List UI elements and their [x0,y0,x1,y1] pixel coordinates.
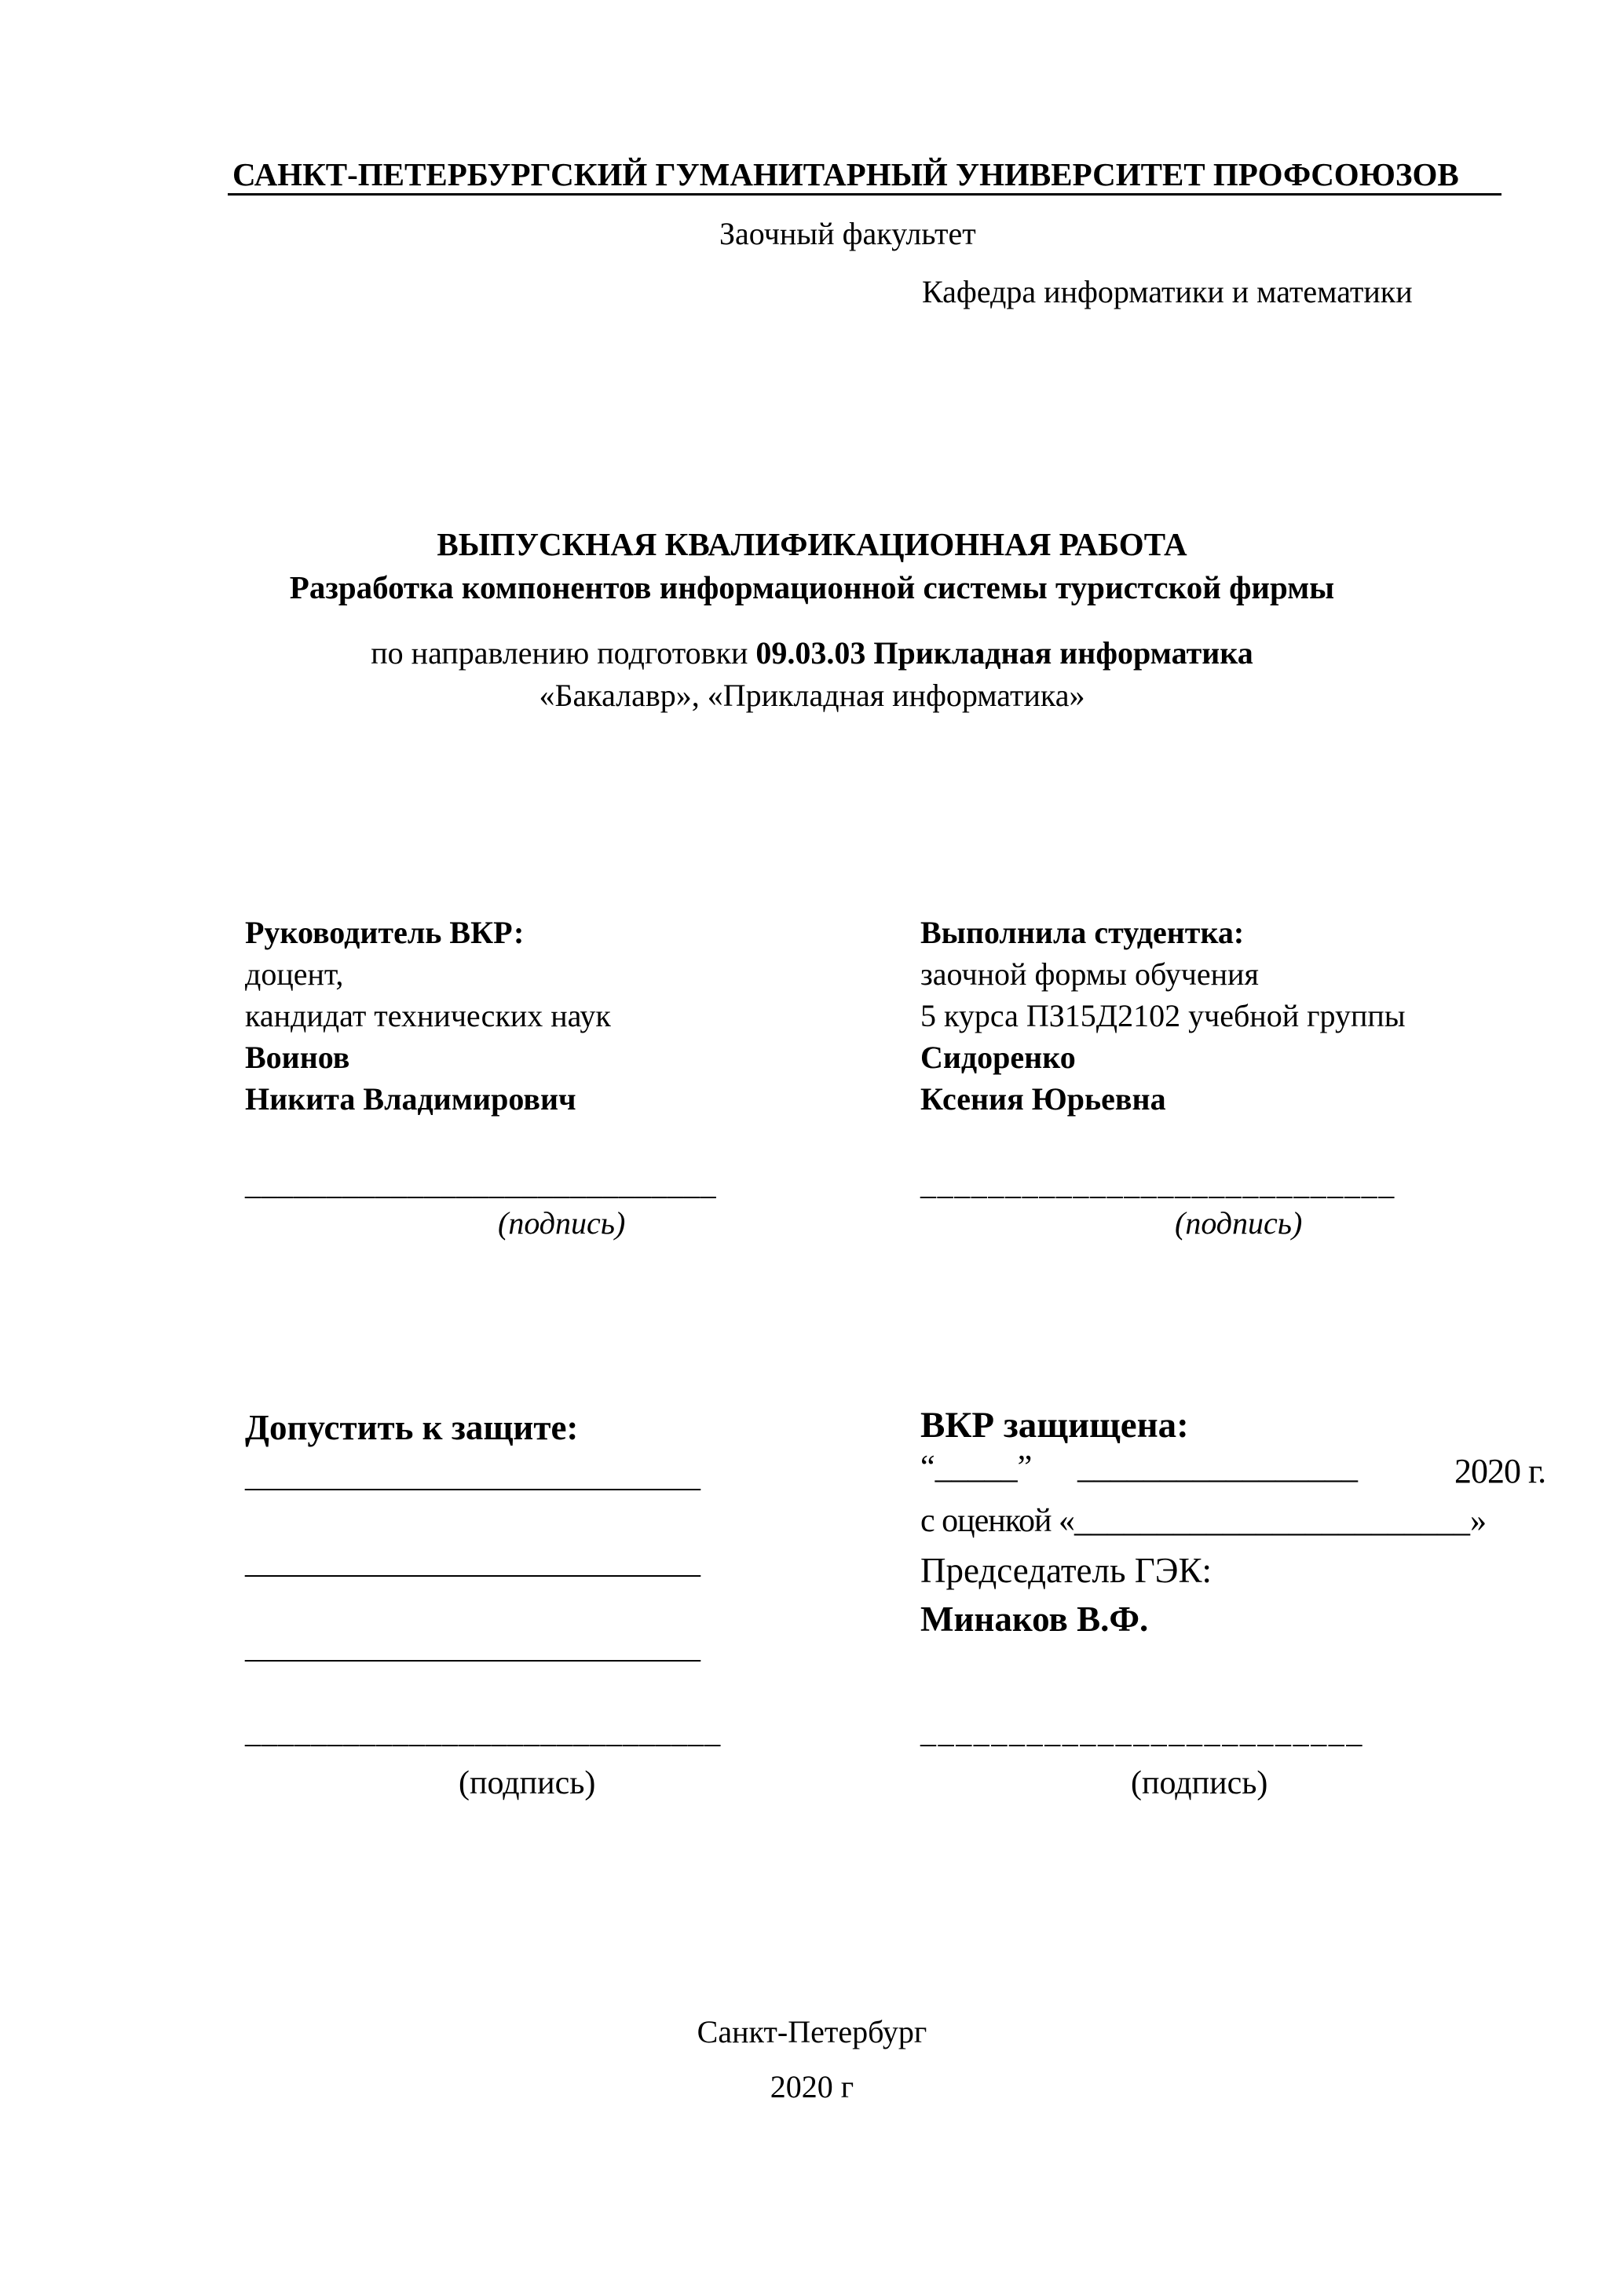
admission-signature-caption: (подпись) [459,1765,596,1801]
student-heading: Выполнила студентка: [920,915,1245,950]
student-group: 5 курса ПЗ15Д2102 учебной группы [920,998,1406,1033]
work-topic: Разработка компонентов информационной системы туристской фирмы [289,569,1335,605]
supervisor-signature-caption: (подпись) [498,1205,626,1241]
admission-line-2: _____________________________ [245,1545,700,1580]
supervisor-surname: Воинов [245,1040,350,1075]
defense-signature-line: _________________________ [920,1714,1364,1749]
defense-date-day: “_____” [920,1450,1033,1486]
defense-grade [920,1504,1486,1537]
supervisor-degree: кандидат технических наук [245,998,611,1033]
student-surname: Сидоренко [920,1040,1076,1075]
defense-date-year: 2020 г. [1454,1452,1546,1490]
admission-heading: Допустить к защите: [245,1408,579,1447]
supervisor-position: доцент, [245,956,344,992]
admission-line-3: _____________________________ [245,1629,700,1665]
defense-heading: ВКР защищена: [920,1405,1189,1446]
student-study-form: заочной формы обучения [920,956,1259,992]
grade-prefix: с оценкой « [920,1503,1074,1539]
supervisor-heading: Руководитель ВКР: [245,915,525,950]
header-rule [228,193,1501,196]
defense-date-month: _________________ [1077,1450,1358,1486]
study-direction [0,635,1624,671]
faculty-name: Заочный факультет [719,216,976,251]
city: Санкт-Петербург [697,2014,927,2049]
grade-suffix: » [1470,1503,1486,1539]
student-name: Ксения Юрьевна [920,1081,1166,1117]
work-type: ВЫПУСКНАЯ КВАЛИФИКАЦИОННАЯ РАБОТА [437,526,1187,562]
student-signature-caption: (подпись) [1175,1205,1303,1241]
university-name: САНКТ-ПЕТЕРБУРГСКИЙ ГУМАНИТАРНЫЙ УНИВЕРСИТЕТ ПРОФСОЮЗОВ [232,156,1459,192]
direction-prefix: по направлению подготовки [371,635,756,671]
admission-line-1: _____________________________ [245,1458,700,1493]
study-profile: «Бакалавр», «Прикладная информатика» [539,678,1085,713]
gek-chair-name: Минаков В.Ф. [920,1600,1149,1639]
defense-signature-caption: (подпись) [1131,1765,1268,1801]
student-signature-line: ____________________________ [920,1166,1395,1201]
admission-signature-line: _____________________________ [245,1714,722,1749]
gek-chair-label: Председатель ГЭК: [920,1551,1212,1590]
supervisor-name: Никита Владимирович [245,1081,576,1117]
supervisor-signature-line: _____________________________ [245,1166,717,1201]
direction-code: 09.03.03 Прикладная информатика [755,635,1253,671]
year: 2020 г [770,2069,854,2104]
department-name: Кафедра информатики и математики [922,274,1413,309]
grade-blank: ________________________ [1074,1503,1470,1539]
